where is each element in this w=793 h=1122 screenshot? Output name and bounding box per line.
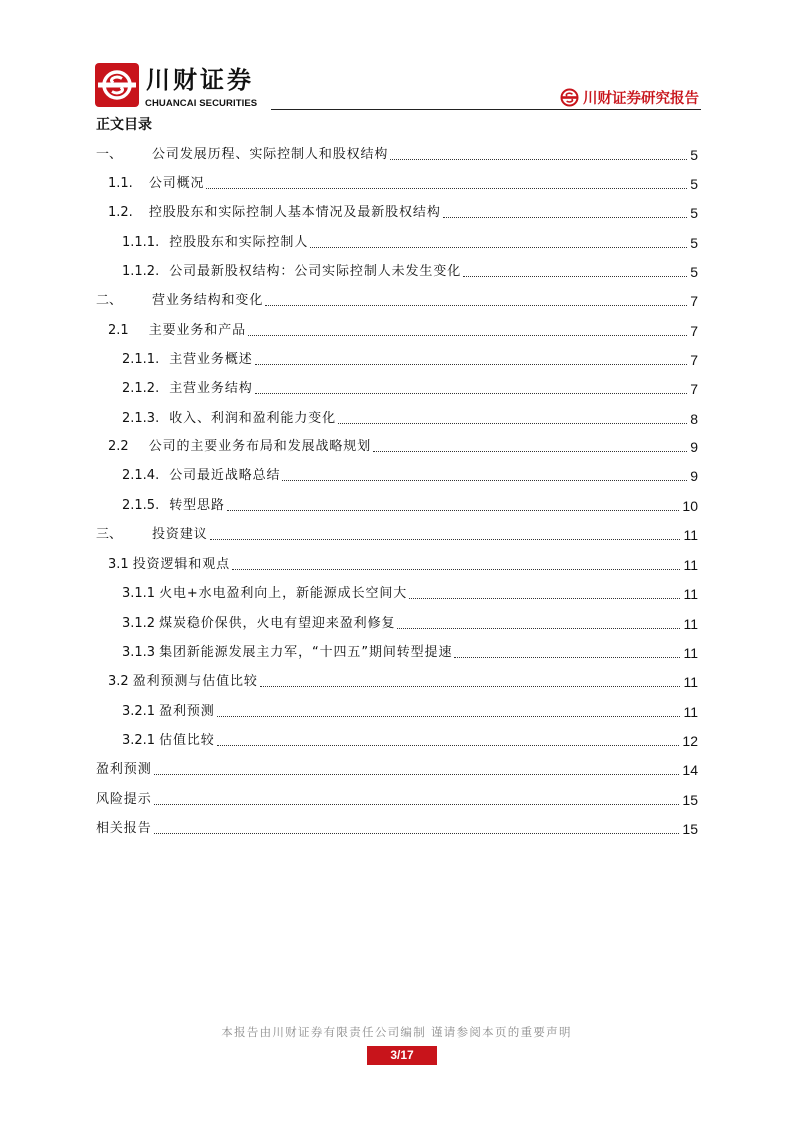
toc-entry[interactable] bbox=[122, 643, 698, 663]
toc-entry[interactable] bbox=[96, 819, 698, 839]
toc-entry-text: 估值比较 bbox=[159, 733, 215, 748]
toc-entry[interactable] bbox=[96, 525, 698, 545]
toc-entry-text: 主要业务和产品 bbox=[148, 323, 246, 338]
toc-entry[interactable] bbox=[108, 437, 698, 457]
toc-entry-text: 转型思路 bbox=[169, 498, 225, 513]
toc-entry-page: 11 bbox=[683, 616, 698, 632]
toc-entry[interactable] bbox=[96, 145, 698, 165]
toc-entry-number: 3.2 bbox=[108, 674, 129, 689]
toc-entry-number: 3.1.2 bbox=[122, 616, 156, 631]
toc-entry[interactable] bbox=[108, 321, 698, 341]
header-divider bbox=[271, 109, 701, 110]
toc-leader-dots bbox=[248, 335, 687, 336]
toc-entry-page: 5 bbox=[690, 205, 698, 221]
toc-entry-number: 1.2. bbox=[108, 205, 133, 220]
toc-entry[interactable] bbox=[122, 496, 698, 516]
toc-entry[interactable] bbox=[122, 262, 698, 282]
toc-entry-page: 11 bbox=[683, 557, 698, 573]
toc-entry-page: 5 bbox=[690, 176, 698, 192]
toc-entry-page: 11 bbox=[683, 527, 698, 543]
toc-leader-dots bbox=[454, 657, 680, 658]
toc-leader-dots bbox=[154, 804, 680, 805]
toc-leader-dots bbox=[154, 833, 680, 834]
toc-entry-number: 一、 bbox=[96, 147, 123, 162]
brand-title: 川财证券研究报告 bbox=[583, 90, 699, 107]
toc-entry-text: 收入、利润和盈利能力变化 bbox=[169, 411, 337, 426]
toc-entry-page: 7 bbox=[690, 293, 698, 309]
report-brand bbox=[560, 87, 699, 107]
toc-leader-dots bbox=[463, 276, 687, 277]
page-number-badge: 3/17 bbox=[367, 1046, 437, 1065]
toc-entry-page: 11 bbox=[683, 704, 698, 720]
toc-entry-number: 1.1. bbox=[108, 176, 133, 191]
toc-entry-page: 5 bbox=[690, 147, 698, 163]
toc-leader-dots bbox=[282, 480, 687, 481]
toc-leader-dots bbox=[260, 686, 681, 687]
toc-entry[interactable] bbox=[122, 584, 698, 604]
toc-entry-number: 3.2.1 bbox=[122, 704, 156, 719]
toc-entry-page: 15 bbox=[682, 792, 698, 808]
toc-entry-number: 3.1 bbox=[108, 557, 129, 572]
toc-entry[interactable] bbox=[108, 174, 698, 194]
toc-entry-number: 二、 bbox=[96, 293, 123, 308]
toc-entry-text: 盈利预测 bbox=[96, 762, 152, 777]
toc-leader-dots bbox=[217, 745, 680, 746]
toc-entry-number: 2.1.3. bbox=[122, 411, 160, 426]
toc-entry-text: 煤炭稳价保供，火电有望迎来盈利修复 bbox=[159, 616, 396, 631]
toc-leader-dots bbox=[443, 217, 687, 218]
toc-entry-text: 投资逻辑和观点 bbox=[132, 557, 230, 572]
toc-entry-number: 三、 bbox=[96, 527, 123, 542]
toc-entry[interactable] bbox=[122, 233, 698, 253]
logo-english-name: CHUANCAI SECURITIES bbox=[145, 98, 258, 109]
toc-entry-number: 3.1.3 bbox=[122, 645, 156, 660]
toc-entry-text: 盈利预测 bbox=[159, 704, 215, 719]
toc-leader-dots bbox=[154, 774, 680, 775]
toc-entry-text: 主营业务概述 bbox=[169, 352, 253, 367]
toc-entry-number: 2.1 bbox=[108, 323, 129, 338]
toc-leader-dots bbox=[397, 628, 680, 629]
toc-entry-number: 3.1.1 bbox=[122, 586, 156, 601]
toc-entry-page: 14 bbox=[682, 762, 698, 778]
toc-entry-text: 投资建议 bbox=[152, 527, 208, 542]
toc-leader-dots bbox=[217, 716, 681, 717]
toc-entry[interactable] bbox=[108, 555, 698, 575]
toc-entry-text: 控股股东和实际控制人 bbox=[169, 235, 309, 250]
toc-entry-page: 5 bbox=[690, 235, 698, 251]
toc-entry-text: 主营业务结构 bbox=[169, 381, 253, 396]
company-logo-icon bbox=[95, 63, 139, 107]
toc-entry[interactable] bbox=[122, 466, 698, 486]
toc-leader-dots bbox=[338, 423, 687, 424]
toc-entry[interactable] bbox=[108, 672, 698, 692]
logo-chinese-name: 川财证券 bbox=[146, 66, 254, 94]
toc-leader-dots bbox=[227, 510, 680, 511]
toc-entry-text: 盈利预测与估值比较 bbox=[132, 674, 258, 689]
toc-entry[interactable] bbox=[96, 291, 698, 311]
toc-entry-page: 11 bbox=[683, 645, 698, 661]
toc-entry-text: 相关报告 bbox=[96, 821, 152, 836]
toc-entry-page: 5 bbox=[690, 264, 698, 280]
toc-leader-dots bbox=[206, 188, 687, 189]
toc-entry-text: 风险提示 bbox=[96, 792, 152, 807]
toc-entry-text: 营业务结构和变化 bbox=[152, 293, 264, 308]
toc-entry-text: 公司概况 bbox=[148, 176, 205, 191]
toc-entry[interactable] bbox=[122, 731, 698, 751]
toc-entry-page: 10 bbox=[682, 498, 698, 514]
toc-leader-dots bbox=[373, 451, 687, 452]
toc-leader-dots bbox=[210, 539, 681, 540]
toc-entry[interactable] bbox=[122, 702, 698, 722]
toc-entry-page: 11 bbox=[683, 586, 698, 602]
toc-entry-number: 1.1.2. bbox=[122, 264, 160, 279]
toc-entry-page: 11 bbox=[683, 674, 698, 690]
toc-entry-page: 12 bbox=[682, 733, 698, 749]
toc-entry[interactable] bbox=[122, 379, 698, 399]
brand-badge-icon bbox=[560, 88, 579, 107]
toc-leader-dots bbox=[255, 364, 688, 365]
toc-entry-text: 公司最近战略总结 bbox=[169, 468, 281, 483]
toc-entry-page: 7 bbox=[690, 352, 698, 368]
toc-entry-text: 公司最新股权结构：公司实际控制人未发生变化 bbox=[169, 264, 462, 279]
toc-entry-page: 9 bbox=[690, 468, 698, 484]
toc-entry-number: 1.1.1. bbox=[122, 235, 160, 250]
toc-entry-page: 9 bbox=[690, 439, 698, 455]
toc-entry[interactable] bbox=[122, 614, 698, 634]
toc-entry[interactable] bbox=[96, 760, 698, 780]
toc-entry-page: 7 bbox=[690, 381, 698, 397]
toc-entry[interactable] bbox=[96, 790, 698, 810]
toc-entry-number: 2.1.5. bbox=[122, 498, 160, 513]
toc-entry-page: 8 bbox=[690, 411, 698, 427]
toc-entry-text: 控股股东和实际控制人基本情况及最新股权结构 bbox=[148, 205, 441, 220]
toc-entry-number: 2.1.1. bbox=[122, 352, 160, 367]
toc-entry[interactable] bbox=[108, 203, 698, 223]
toc-entry-number: 2.2 bbox=[108, 439, 129, 454]
toc-entry-text: 火电+水电盈利向上，新能源成长空间大 bbox=[159, 586, 408, 601]
toc-entry-page: 7 bbox=[690, 323, 698, 339]
toc-entry-text: 公司的主要业务布局和发展战略规划 bbox=[148, 439, 372, 454]
toc-entry[interactable] bbox=[122, 409, 698, 429]
toc-leader-dots bbox=[232, 569, 680, 570]
toc-leader-dots bbox=[265, 305, 687, 306]
toc-entry-number: 2.1.4. bbox=[122, 468, 160, 483]
toc-entry-page: 15 bbox=[682, 821, 698, 837]
toc-leader-dots bbox=[310, 247, 687, 248]
toc-leader-dots bbox=[390, 159, 687, 160]
toc-entry[interactable] bbox=[122, 350, 698, 370]
toc-entry-text: 集团新能源发展主力军，“十四五”期间转型提速 bbox=[159, 645, 453, 660]
footer-disclaimer: 本报告由川财证券有限责任公司编制 谨请参阅本页的重要声明 bbox=[221, 1025, 572, 1039]
toc-leader-dots bbox=[409, 598, 680, 599]
toc-leader-dots bbox=[255, 393, 688, 394]
toc-entry-text: 公司发展历程、实际控制人和股权结构 bbox=[152, 147, 389, 162]
toc-entry-number: 2.1.2. bbox=[122, 381, 160, 396]
toc-title: 正文目录 bbox=[96, 117, 152, 133]
toc-entry-number: 3.2.1 bbox=[122, 733, 156, 748]
